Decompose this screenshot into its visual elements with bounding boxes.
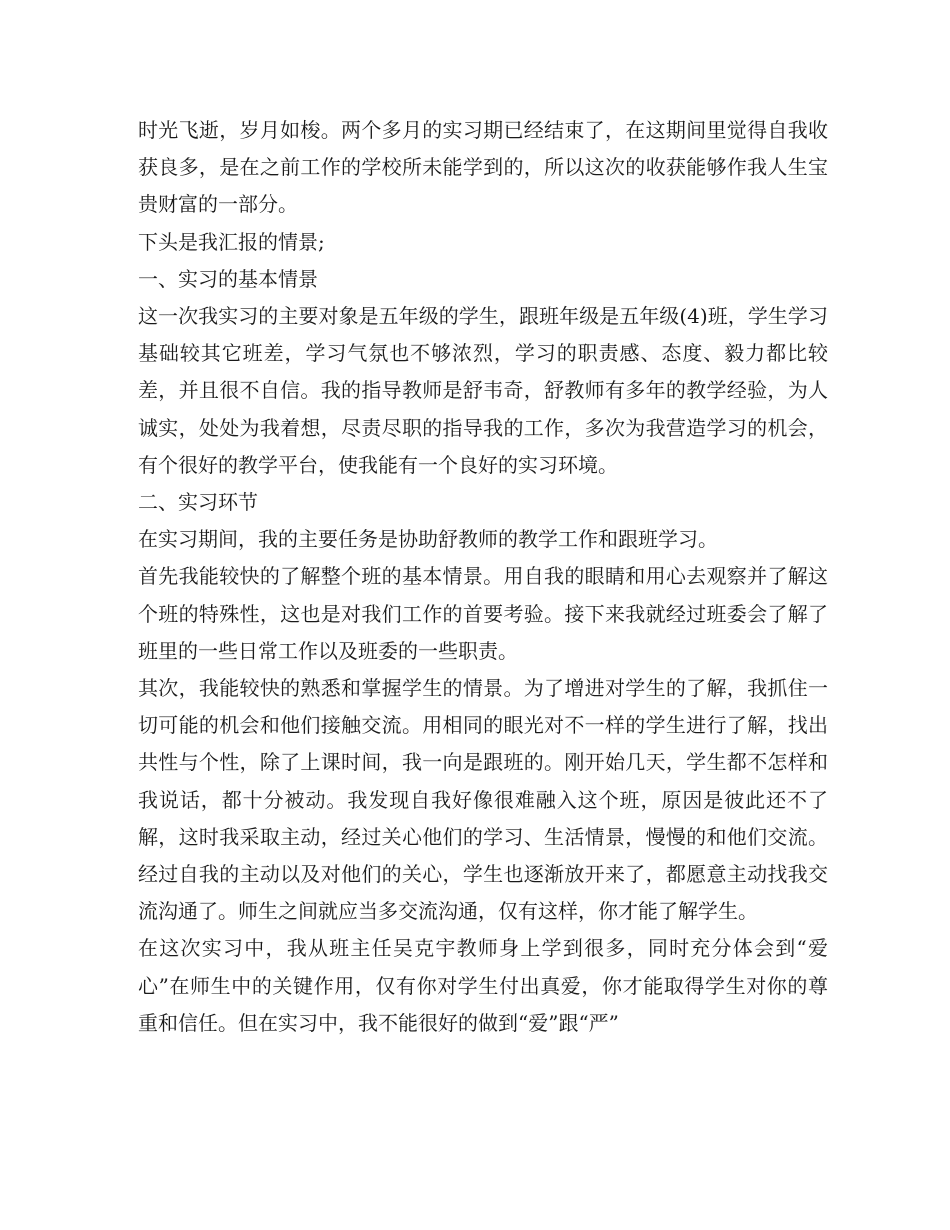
paragraph-basic-situation: 这一次我实习的主要对象是五年级的学生，跟班年级是五年级(4)班，学生学习基础较其它班差，学习气氛也不够浓烈，学习的职责感、态度、毅力都比较差，并且很不自信。我的指导教师是舒韦奇，舒教师有多年的教学经验，为人诚实，处处为我着想，尽责尽职的指导我的工作，多次为我营造学习的机会，有个很好的教学平台，使我能有一个良好的实习环境。: [138, 304, 828, 477]
paragraph-main-task: 在实习期间，我的主要任务是协助舒教师的教学工作和跟班学习。: [138, 527, 718, 552]
section-heading-basic-situation: 一、实习的基本情景: [138, 266, 318, 291]
section-heading-internship-steps: 二、实习环节: [138, 490, 258, 515]
paragraph-intro: 时光飞逝，岁月如梭。两个多月的实习期已经结束了，在这期间里觉得自我收获良多，是在之前工作的学校所未能学到的，所以这次的收获能够作我人生宝贵财富的一部分。: [138, 118, 828, 217]
paragraph-second-step: 其次，我能较快的熟悉和掌握学生的情景。为了增进对学生的了解，我抓住一切可能的机会和他们接触交流。用相同的眼光对不一样的学生进行了解，找出共性与个性，除了上课时间，我一向是跟班的。刚开始几天，学生都不怎样和我说话，都十分被动。我发现自我好像很难融入这个班，原因是彼此还不了解，这时我采取主动，经过关心他们的学习、生活情景，慢慢的和他们交流。经过自我的主动以及对他们的关心，学生也逐渐放开来了，都愿意主动找我交流沟通了。师生之间就应当多交流沟通，仅有这样，你才能了解学生。: [138, 676, 828, 924]
paragraph-first-step: 首先我能较快的了解整个班的基本情景。用自我的眼睛和用心去观察并了解这个班的特殊性，这也是对我们工作的首要考验。接下来我就经过班委会了解了班里的一些日常工作以及班委的一些职责。: [138, 564, 828, 663]
document-body: [138, 112, 828, 1042]
paragraph-love-role: 在这次实习中，我从班主任吴克宇教师身上学到很多，同时充分体会到“爱心”在师生中的关键作用，仅有你对学生付出真爱，你才能取得学生对你的尊重和信任。但在实习中，我不能很好的做到“爱”跟“严”: [138, 936, 828, 1035]
paragraph-report-lead: 下头是我汇报的情景;: [138, 229, 325, 254]
